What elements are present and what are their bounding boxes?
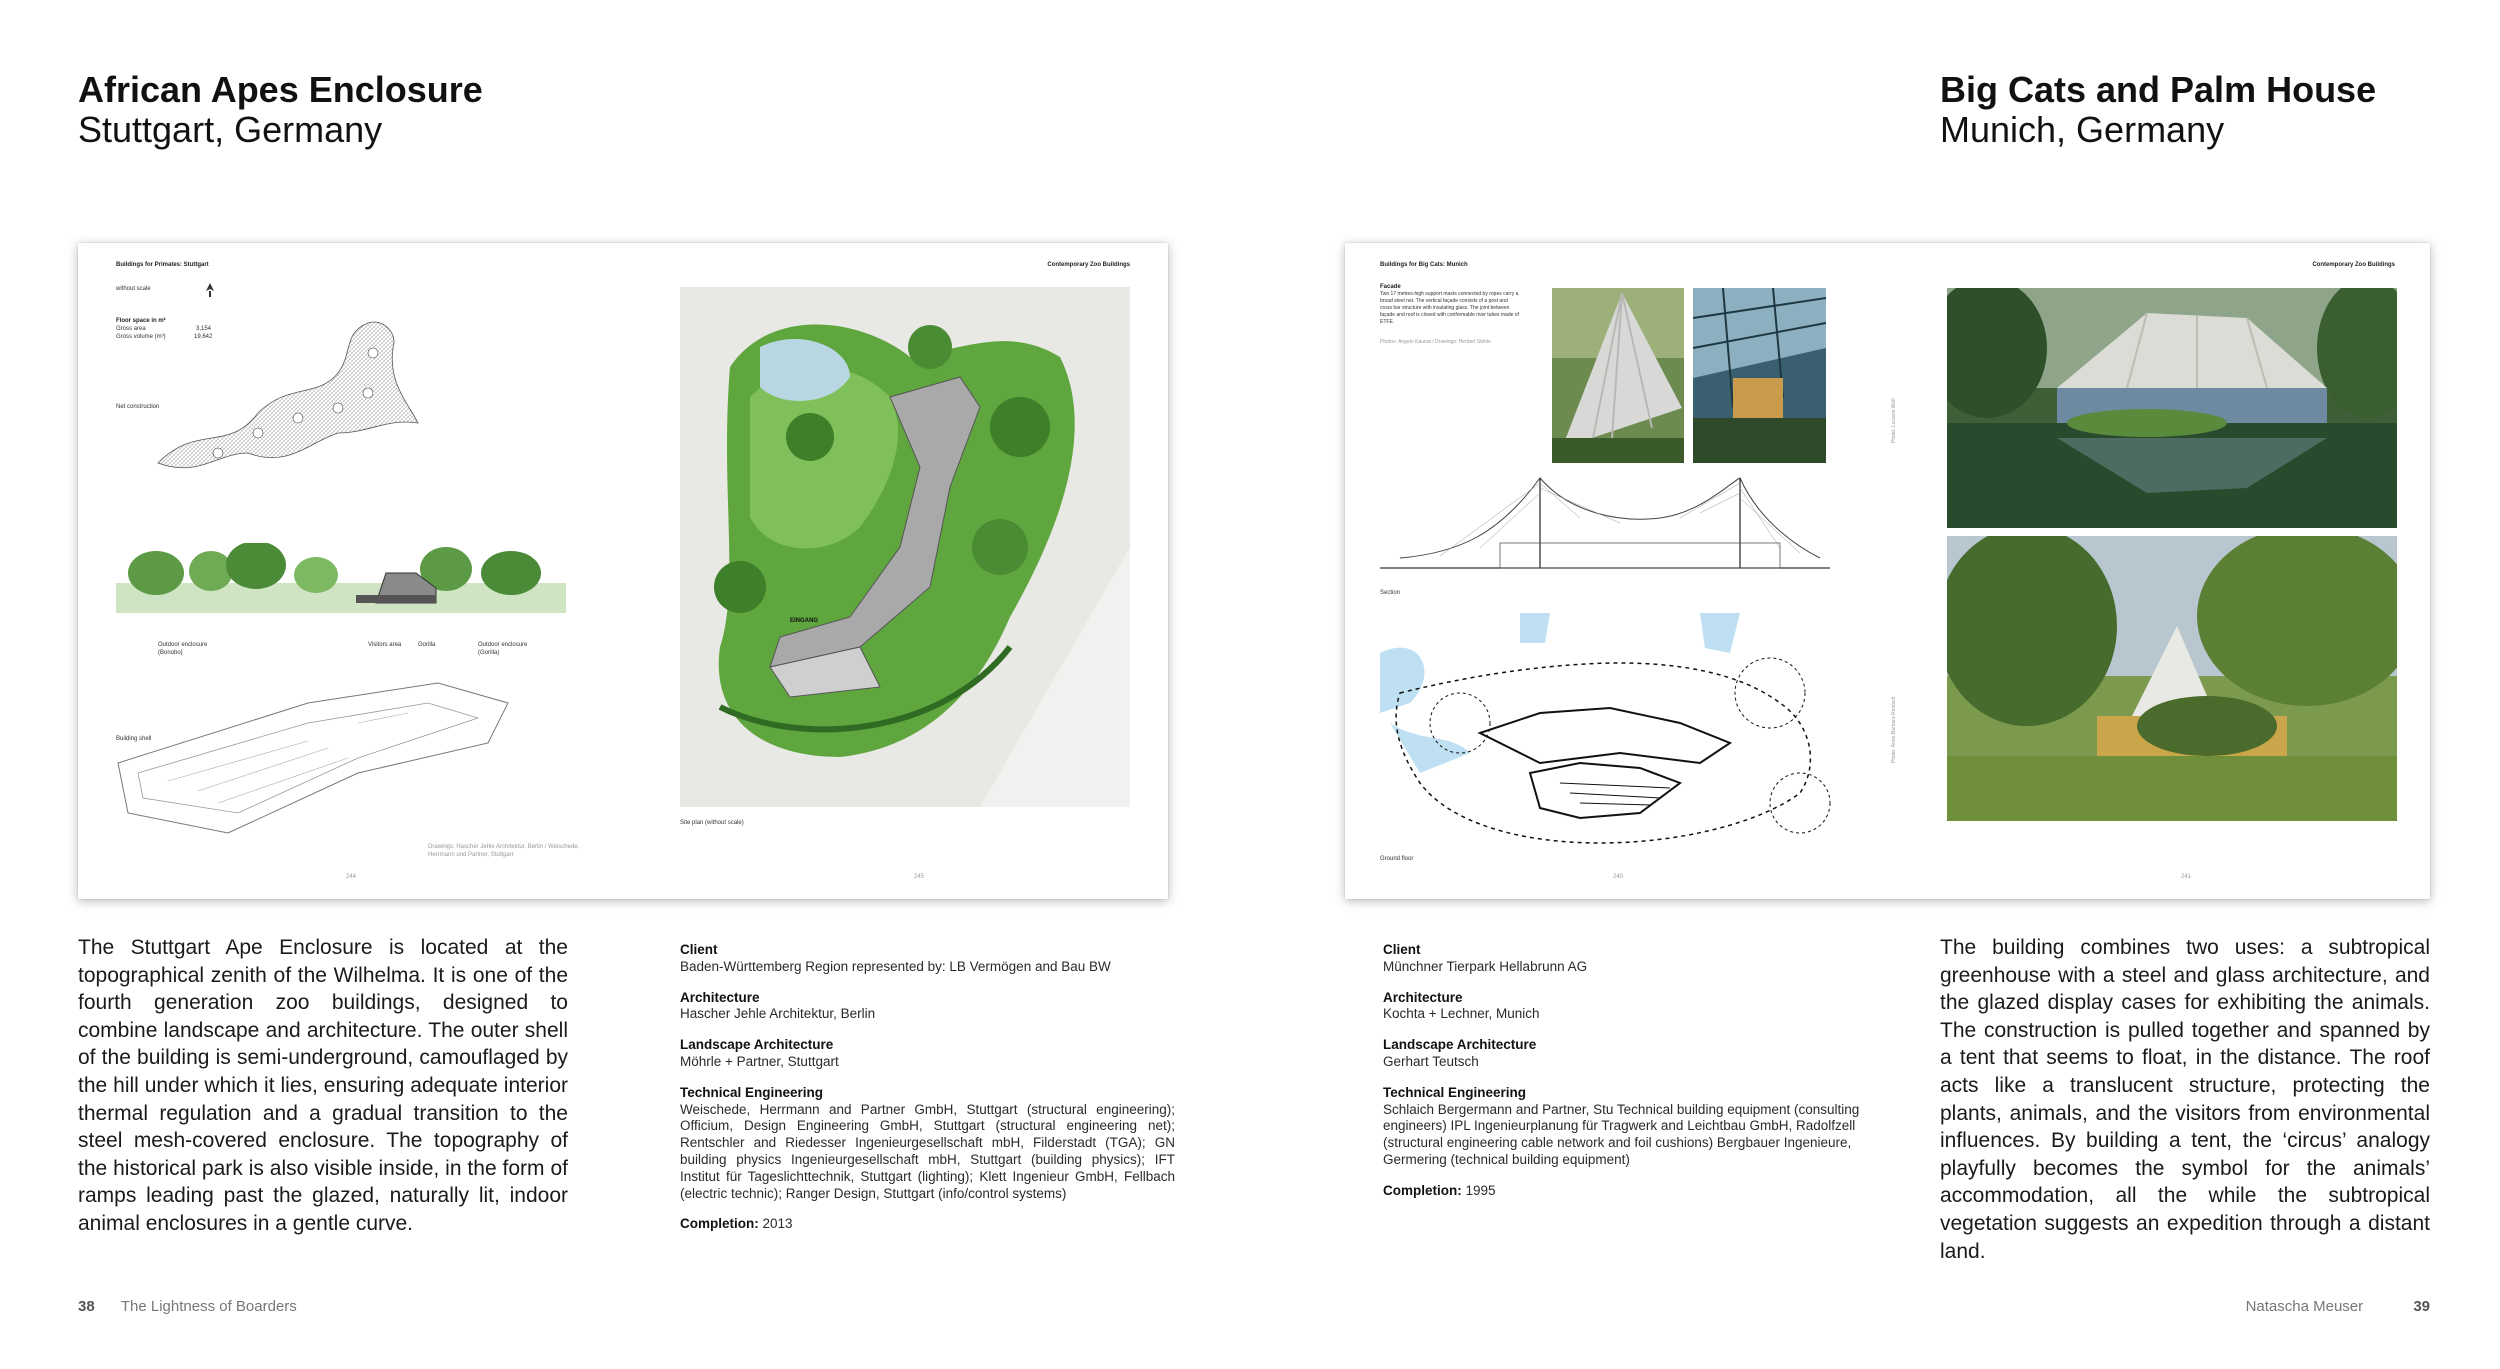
facade-text: Two 17 metres-high support masts connected by ropes carry a broad steel net. The vertical façade consists of a post and cross bar structure with insulating glass. The joint between façade and roof is closed with conformable river tubes made of ETFE. [1380, 291, 1519, 325]
left-subtitle: Stuttgart, Germany [78, 109, 383, 150]
site-plan-label: Site plan (without scale) [680, 820, 744, 826]
spread-header-right: Contemporary Zoo Buildings [1047, 262, 1130, 268]
spread-header-left: Buildings for Primates: Stuttgart [116, 262, 209, 268]
right-title: Big Cats and Palm House [1940, 69, 2377, 110]
tent-detail-photo [1552, 288, 1684, 463]
spread-page-left: 244 [346, 874, 357, 880]
net-construction-label: Net construction [116, 404, 160, 410]
landscape-value: Möhrle + Partner, Stuttgart [680, 1053, 839, 1069]
right-description: The building combines two uses: a subtropical greenhouse with a steel and glass architecture, and the glazed display cases for exhibiting the animals. The construction is pulled together and spanned by a tent that seems to float, in the distance. The roof acts like a translucent structure, protecting the plants, animals, and the visitors from environmental influences. By building a tent, the ‘circus’ analogy playfully becomes the symbol for the animals’ accommodation, all the while the subtropical vegetation suggests an expedition through a distant land. [1940, 936, 2430, 1263]
completion-label: Completion: [680, 1216, 759, 1232]
gross-volume-label: Gross volume (m³) [116, 334, 166, 340]
section-drawing [1380, 473, 1830, 583]
technical-value: Schlaich Bergermann and Partner, Stu Technical building equipment (consulting engineers) IPL Ingenieurplanung für Tragwerk and Leichtbau GmbH, Radolfzell (structural engineering cable network and foil cushions) Bergbauer Ingenieure, Germering (technical building equipment) [1383, 1101, 1860, 1167]
building-shell-drawing [108, 663, 518, 843]
completion-value: 2013 [762, 1216, 793, 1232]
spread-page-left: 240 [1613, 874, 1624, 880]
outdoor-bonobo-label: Outdoor enclosure (Bonobo) [158, 642, 208, 656]
landscape-value: Gerhart Teutsch [1383, 1053, 1479, 1069]
outdoor-gorilla-label: Outdoor enclosure (Gorilla) [478, 642, 528, 656]
gross-area-label: Gross area [116, 326, 146, 332]
building-shell-label: Building shell [116, 736, 152, 742]
tent-lawn-photo [1947, 536, 2397, 821]
section-drawing [116, 543, 566, 613]
technical-label: Technical Engineering [680, 1084, 824, 1100]
client-value: Baden-Württemberg Region represented by: LB Vermögen and Bau BW [680, 958, 1111, 974]
client-label: Client [680, 942, 718, 957]
entrance-label: EINGANG [790, 618, 819, 624]
right-page-number: 39 [2413, 1298, 2430, 1315]
interior-photo [1693, 288, 1826, 463]
tent-lake-photo [1947, 288, 2397, 528]
left-page-number: 38 [78, 1298, 95, 1315]
ground-floor-plan [1380, 613, 1840, 863]
gross-volume-value: 19,642 [194, 334, 213, 340]
net-construction-drawing [138, 303, 438, 483]
spread-header-left: Buildings for Big Cats: Munich [1380, 262, 1468, 268]
right-credits [1383, 942, 1878, 1214]
completion-label: Completion: [1383, 1182, 1462, 1198]
photo-credit-2: Photo: Anne-Barbara Rentsch [1891, 696, 1897, 763]
left-credits [680, 942, 1175, 1247]
photo-credit-small: Photos: Angelo Kaunat / Drawings: Herbert Stehle [1380, 339, 1491, 345]
right-footer [2246, 1298, 2430, 1315]
gross-area-value: 3,154 [196, 326, 212, 332]
facade-label: Facade [1380, 284, 1401, 290]
spread-page-right: 241 [2181, 874, 2192, 880]
photo-credit-1: Photo: Luciano Wolf [1891, 398, 1897, 443]
client-label: Client [1383, 942, 1421, 957]
right-subtitle: Munich, Germany [1940, 109, 2225, 150]
landscape-label: Landscape Architecture [680, 1037, 834, 1053]
drawings-credit: Drawings: Hascher Jehle Architektur, Berlin / Weischede, Herrmann und Partner, Stuttgart [428, 844, 580, 858]
spread-header-right: Contemporary Zoo Buildings [2312, 262, 2395, 268]
client-value: Münchner Tierpark Hellabrunn AG [1383, 958, 1588, 974]
left-title: African Apes Enclosure [78, 69, 483, 110]
completion-value: 1995 [1465, 1182, 1496, 1198]
ground-floor-label: Ground floor [1380, 856, 1414, 862]
technical-label: Technical Engineering [1383, 1084, 1527, 1100]
architecture-label: Architecture [680, 989, 760, 1005]
technical-value: Weischede, Herrmann and Partner GmbH, Stuttgart (structural engineering); Officium, Design Engineering GmbH, Stuttgart (structural engineering net); Rentschler and Riedesser Ingenieurgesellschaft mbH, Filderstadt (TGA); GN building physics Ingenieurgesellschaft mbH, Stuttgart (building physics); IFT Institut für Tageslichttechnik, Stuttgart (lighting); Klett Ingenieur GmbH, Fellbach (electric technic); Ranger Design, Stuttgart (info/control systems) [680, 1101, 1175, 1201]
left-footer [78, 1298, 297, 1315]
architecture-value: Hascher Jehle Architektur, Berlin [680, 1006, 876, 1022]
north-arrow-icon [206, 283, 214, 297]
right-spread-image [1345, 243, 2430, 899]
spread-page-right: 245 [914, 874, 925, 880]
site-plan [680, 287, 1130, 807]
section-label: Section [1380, 590, 1401, 596]
architecture-value: Kochta + Lechner, Munich [1383, 1006, 1540, 1022]
architecture-label: Architecture [1383, 989, 1463, 1005]
visitors-area-label: Visitors area [368, 642, 402, 648]
left-spread-image [78, 243, 1168, 899]
gorilla-label: Gorilla [418, 642, 436, 648]
landscape-label: Landscape Architecture [1383, 1037, 1537, 1053]
right-footer-text: Natascha Meuser [2245, 1298, 2364, 1315]
left-footer-text: The Lightness of Boarders [120, 1298, 297, 1315]
scale-note: without scale [116, 286, 151, 292]
floor-space-label: Floor space in m² [116, 318, 166, 324]
left-description: The Stuttgart Ape Enclosure is located at the topographical zenith of the Wilhelma. It is one of the fourth generation zoo buildings, designed to combine landscape and architecture. The outer shell of the building is semi-underground, camouflaged by the hill under which it lies, ensuring adequate interior thermal regulation and a gradual transition to the steel mesh-covered enclosure. The topography of the historical park is also visible inside, in the form of ramps leading past the glazed, naturally lit, indoor animal enclosures in a gentle curve. [78, 936, 568, 1235]
